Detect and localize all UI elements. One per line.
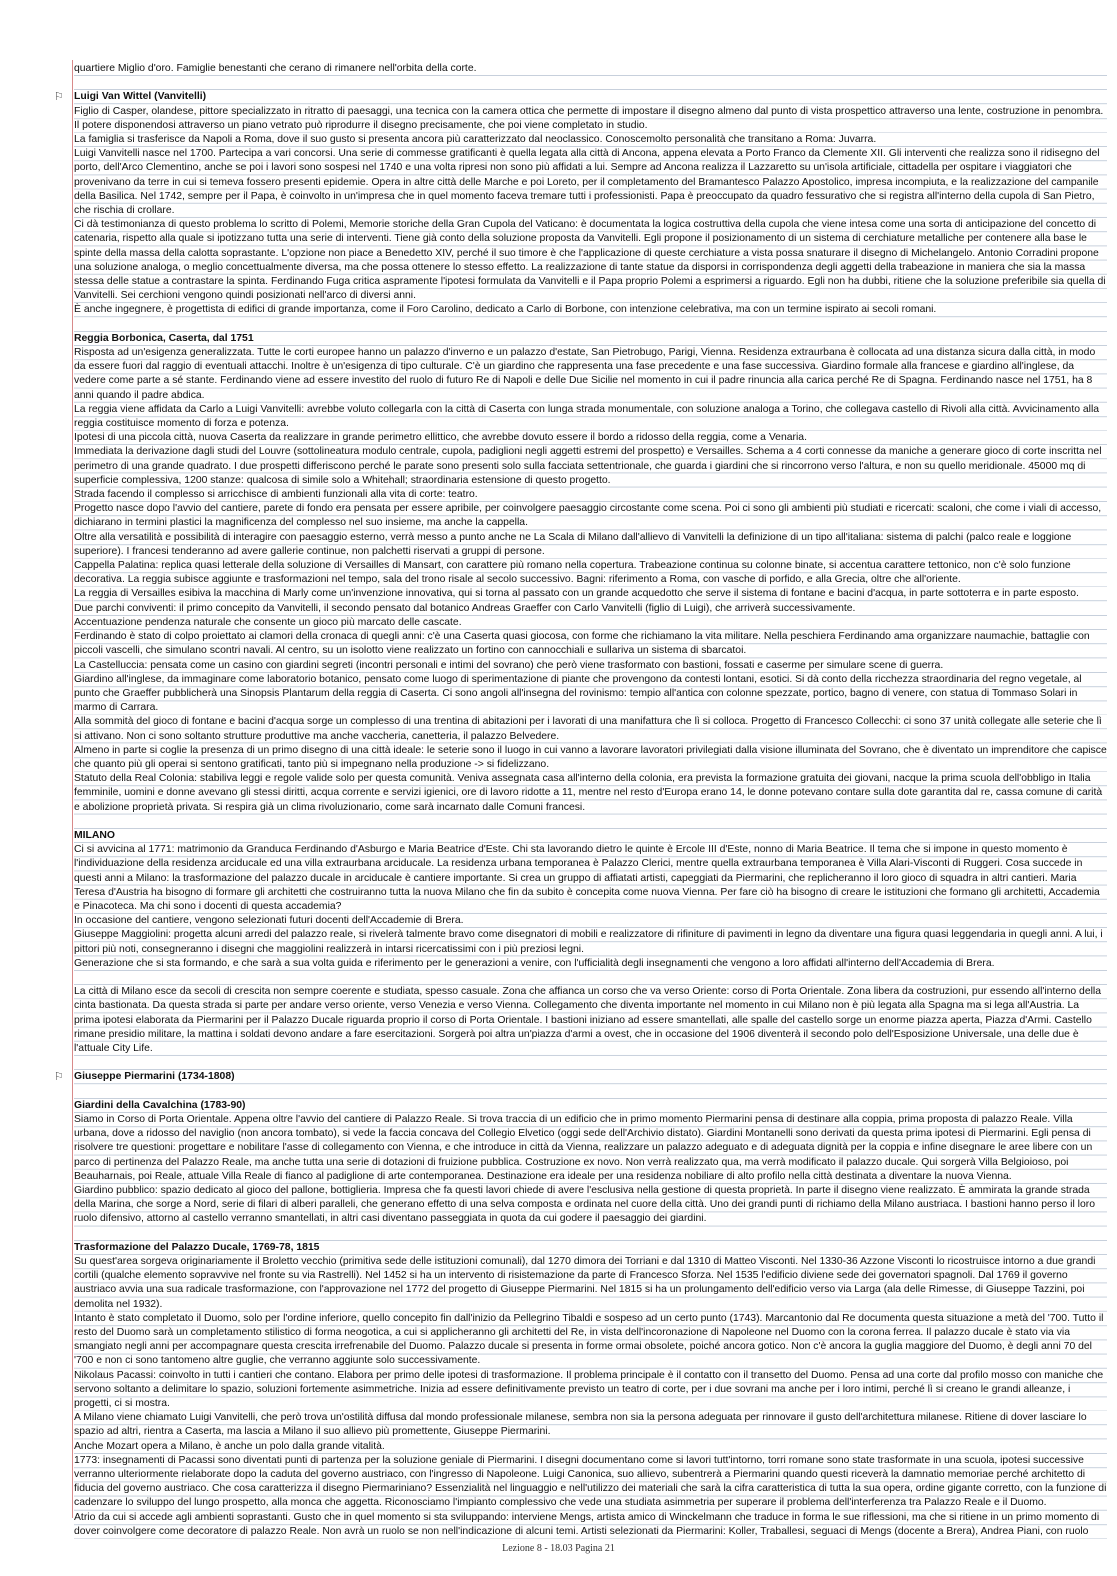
paragraph: La famiglia si trasferisce da Napoli a Roma, dove il suo gusto si presenta ancora più caratterizzato dal neoclassico. Conoscemolto personalità che transitano a Roma: Juvarra. — [74, 133, 1107, 147]
paragraph: Oltre alla versatilità e possibilità di interagire con paesaggio esterno, verrà messo a punto anche ne La Scala di Milano dall'allievo di Vanvitelli la definizione di un tipo all'italiana: sistema di palchi (palco reale e loggione superiore). I francesi tenderanno ad avere gallerie continue, non palchetti riservati a gruppi di persone. — [74, 531, 1107, 559]
paragraph: Strada facendo il complesso si arricchisce di ambienti funzionali alla vita di corte: teatro. — [74, 488, 1107, 502]
paragraph: Statuto della Real Colonia: stabiliva leggi e regole valide solo per questa comunità. Veniva assegnata casa all'interno della colonia, era prevista la formazione gratuita dei giovani, nacque la prima scuola dell'obbligo in Italia femminile, uomini e donne avevano gli stessi diritti, acqua corrente e servizi igienici, ore di lavoro ridotte a 11, mentre nel resto d'Europa erano 14, le donne potevano contare sulla dote garantita dal re, cassa comune di carità e abolizione proprietà privata. Si respira già un clima rivoluzionario, come sarà incarnato dalle Comuni francesi. — [74, 772, 1107, 815]
subsection-heading: Trasformazione del Palazzo Ducale, 1769-78, 1815 — [74, 1241, 1107, 1255]
paragraph: In occasione del cantiere, vengono selezionati futuri docenti dell'Accademie di Brera. — [74, 914, 1107, 928]
paragraph: Ci dà testimonianza di questo problema lo scritto di Polemi, Memorie storiche della Gran Cupola del Vaticano: è documentata la logica costruttiva della cupola che viene intesa come una sorta di anticipazione del concetto di catenaria, rispetto alla quale si ipotizzano tutta una serie di interventi. Tiene già conto della soluzione proposta da Vanvitelli. Egli propone il posizionamento di un sistema di cerchiature metalliche per contenere alla base le spinte della massa della calotta soprastante. L'opzione non piace a Benedetto XIV, perché il suo timore è che l'applicazione di queste cerchiature a vista possa snaturare il disegno di Michelangelo. Antonio Corradini propone una soluzione analoga, o meglio concettualmente diversa, ma che possa ottenere lo stesso effetto. La realizzazione di tante statue da disporsi in corrispondenza degli aggetti della trabeazione in maniera che sia la massa stessa delle statue a contrastare la spinta. Ferdinando Fuga critica aspramente l'ipotesi formulata da Vanvitelli e il Papa proprio Polemi a esprimersi a riguardo. Egli non ha dubbi, ritiene che la soluzione preferibile sia quella di Vanvitelli. Sei cerchioni vengono quindi posizionati nell'arco di diversi anni. — [74, 218, 1107, 303]
paragraph: La città di Milano esce da secoli di crescita non sempre coerente e studiata, spesso casuale. Zona che affianca un corso che va verso Oriente: corso di Porta Orientale. Zona libera da costruzioni, pur essendo all'interno della cinta bastionata. Da questa strada si parte per andare verso oriente, verso Venezia e verso Vienna. Collegamento che diventa importante nel momento in cui Milano non è più legata alla Spagna ma si lega all'Austria. La prima ipotesi elaborata da Piermarini per il Palazzo Ducale riguarda proprio il corso di Porta Orientale. I bastioni iniziano ad essere smantellati, alle spalle del castello sorge un enorme piazza aperta, Piazza d'Armi. Castello rimane presidio militare, la mattina i soldati devono andare a fare esercitazioni. Sorgerà poi altra un'piazza d'armi a ovest, che in occasione del 1906 diventerà il secondo polo dell'Esposizione Universale, una delle due è l'attuale City Life. — [74, 985, 1107, 1056]
blank-line — [74, 1227, 1107, 1241]
paragraph: La reggia di Versailles esibiva la macchina di Marly come un'invenzione innovativa, qui si torna al passato con un grande acquedotto che serve il sistema di fontane e bacini d'acqua, in parte sottoterra e in parte esposto. — [74, 587, 1107, 601]
flag-icon: ⚐ — [54, 1071, 64, 1083]
paragraph: Almeno in parte si coglie la presenza di un primo disegno di una città ideale: le seterie sono il luogo in cui vanno a lavorare lavoratori privilegiati dalla visione illuminata del Sovrano, che è diventato un imprenditore che capisce che quanto più gli operai si sentono gratificati, tanto più si impegnano nella produzione -> si fidelizzano. — [74, 744, 1107, 772]
paragraph: La Castelluccia: pensata come un casino con giardini segreti (incontri personali e intimi del sovrano) che però viene trasformato con bastioni, fossati e caserme per simulare scene di guerra. — [74, 659, 1107, 673]
paragraph: Alla sommità del gioco di fontane e bacini d'acqua sorge un complesso di una trentina di abitazioni per i lavorati di una manifattura che lì si colloca. Progetto di Francesco Collecchi: ci sono 37 unità collegate alle seterie che lì si attivano. Non ci sono soltanto strutture produttive ma anche vaccheria, canetteria, il palazzo Belvedere. — [74, 715, 1107, 743]
flag-icon: ⚐ — [54, 91, 64, 103]
paragraph: È anche ingegnere, è progettista di edifici di grande importanza, come il Foro Carolino, dedicato a Carlo di Borbone, con intenzione celebrativa, ma con un termine ispirato ai secoli romani. — [74, 303, 1107, 317]
paragraph: Due parchi conviventi: il primo concepito da Vanvitelli, il secondo pensato dal botanico Andreas Graeffer con Carlo Vanvitelli (figlio di Luigi), che arriverà successivamente. — [74, 602, 1107, 616]
blank-line — [74, 1056, 1107, 1070]
blank-line — [74, 971, 1107, 985]
blank-line — [74, 815, 1107, 829]
subsection-heading: MILANO — [74, 829, 1107, 843]
paragraph: Intanto è stato completato il Duomo, solo per l'ordine inferiore, quello concepito fin dall'inizio da Pellegrino Tibaldi e sospeso ad un certo punto (1743). Marcantonio dal Re documenta questa situazione a metà del '700. Tutto il resto del Duomo sarà un completamento stilistico di forma neogotica, a cui si applicheranno gli architetti del Re, in vista dell'incoronazione di Napoleone nel Duomo con la corona ferrea. Il palazzo ducale è stato via via smangiato negli anni per accompagnare questa crescita irrefrenabile del Duomo. Palazzo ducale si presenta in forme ormai obsolete, poiché ancora gotico. Non c'è ancora la guglia maggiore del Duomo, è degli anni 70 del '700 e non ci sono tantomeno altre guglie, che verranno aggiunte solo successivamente. — [74, 1312, 1107, 1369]
paragraph: Accentuazione pendenza naturale che consente un gioco più marcato delle cascate. — [74, 616, 1107, 630]
blank-line — [74, 1085, 1107, 1099]
paragraph: quartiere Miglio d'oro. Famiglie benestanti che cerano di rimanere nell'orbita della corte. — [74, 62, 1107, 76]
paragraph: Siamo in Corso di Porta Orientale. Appena oltre l'avvio del cantiere di Palazzo Reale. Si trova traccia di un edificio che in primo momento Piermarini pensa di destinare alla coppia, prima proposta di palazzo Reale. Villa urbana, dove a ridosso del naviglio (non ancora tombato), si vede la faccia concava del Collegio Elvetico (oggi sede dell'Archivio distato). Giardini Montanelli sono derivati da questa prima ipotesi di Piermarini. Egli pensa di risolvere tre questioni: progettare e nobilitare l'asse di collegamento con Vienna, e che introduce in città da Vienna, realizzare un palazzo adeguato e di adeguata dignità per la coppia e infine disegnare le aree libere con un parco di pertinenza del Palazzo Reale, ma anche tutta una serie di dotazioni di fruizione pubblica. Costruzione ex novo. Non verrà realizzato qua, ma verrà modificato il palazzo ducale. Qui sorgerà Villa Belgioioso, poi Beauharnais, poi Reale, attuale Villa Reale di fianco al padiglione di arte contemporanea. Destinazione era ideale per una residenza nobiliare di alto profilo nella città destinata a diventare la nuova Vienna. — [74, 1113, 1107, 1184]
section-heading: Luigi Van Wittel (Vanvitelli) — [74, 90, 1107, 104]
paragraph: Luigi Vanvitelli nasce nel 1700. Partecipa a vari concorsi. Una serie di commesse gratificanti è quella legata alla città di Ancona, appena elevata a Porto Franco da Clemente XII. Gli interventi che realizza sono il ridisegno del porto, dell'Arco Clementino, anche se poi i lavori sono sospesi nel 1740 e una volta ripresi non sono più affidati a lui. Sempre ad Ancona realizza il Lazzaretto su un'isola artificiale, cittadella per ospitare i viaggiatori che provenivano da terre in cui si temeva fossero presenti epidemie. Opera in altre città delle Marche e poi Loreto, per il completamento del Bramantesco Palazzo Apostolico, impresa incompiuta, e la realizzazione del campanile della Basilica. Nel 1742, sempre per il Papa, è coinvolto in un'impresa che in quel momento faceva tremare tutti i professionisti. Papa è preoccupato da quadro fessurativo che si registra all'interno della cupola di San Pietro, che rischia di crollare. — [74, 147, 1107, 218]
blank-line — [74, 318, 1107, 332]
paragraph: Ipotesi di una piccola città, nuova Caserta da realizzare in grande perimetro ellittico, che avrebbe dovuto essere il bordo a ridosso della reggia, come a Venaria. — [74, 431, 1107, 445]
paragraph: Atrio da cui si accede agli ambienti soprastanti. Gusto che in quel momento si sta sviluppando: interviene Mengs, artista amico di Winckelmann che traduce in forma le sue riflessioni, ma che si ritiene in un primo momento di dover coinvolgere come decoratore di palazzo Reale. Non avrà un ruolo se non nell'indicazione di alcuni temi. Artisti selezionati da Piermarini: Koller, Traballesi, seguaci di Mengs (docente a Brera), Andrea Piani, con ruolo — [74, 1511, 1107, 1539]
paragraph: La reggia viene affidata da Carlo a Luigi Vanvitelli: avrebbe voluto collegarla con la città di Caserta con lunga strada monumentale, con soluzione analoga a Torino, che collegava castello di Rivoli alla città. Avvicinamento alla reggia costituisce momento di forza e potenza. — [74, 403, 1107, 431]
paragraph: Risposta ad un'esigenza generalizzata. Tutte le corti europee hanno un palazzo d'inverno e un palazzo d'estate, San Pietrobugo, Parigi, Vienna. Residenza extraurbana è collocata ad una distanza sicura dalla città, in modo da essere fuori dal raggio di eventuali attacchi. Inoltre è un'esigenza di tipo culturale. C'è un giardino che rappresenta una fase precedente e una fase successiva. Giardino formale alla francese e giardino all'inglese, da vedere come parte a sé stante. Ferdinando viene ad essere investito del ruolo di futuro Re di Napoli e delle Due Sicilie nel momento in cui il padre rinuncia alla carica perché Re di Spagna. Ferdinando nasce nel 1751, ha 8 anni quando il padre abdica. — [74, 346, 1107, 403]
paragraph: A Milano viene chiamato Luigi Vanvitelli, che però trova un'ostilità diffusa dal mondo professionale milanese, sembra non sia la persona adeguata per rinnovare il gusto dell'architettura milanese. Ritiene di dover lasciare lo spazio ad altri, rientra a Caserta, ma lascia a Milano il suo allievo più promettente, Giuseppe Piermarini. — [74, 1411, 1107, 1439]
paragraph: Ferdinando è stato di colpo proiettato ai clamori della cronaca di quegli anni: c'è una Caserta quasi giocosa, con forme che richiamano la vita militare. Nella peschiera Ferdinando ama organizzare naumachie, battaglie con piccoli vascelli, che simulano scontri navali. Al centro, su un isolotto viene realizzato un fortino con cannocchiali e sullariva un sistema di sbarcatoi. — [74, 630, 1107, 658]
paragraph: Anche Mozart opera a Milano, è anche un polo dalla grande vitalità. — [74, 1440, 1107, 1454]
subsection-heading: Reggia Borbonica, Caserta, dal 1751 — [74, 332, 1107, 346]
paragraph: Giuseppe Maggiolini: progetta alcuni arredi del palazzo reale, si rivelerà talmente bravo come disegnatori di mobili e realizzatore di rifiniture di pavimenti in legno da diventare una figura quasi leggendaria in quegli anni. A lui, i pittori più noti, consegneranno i disegni che maggiolini realizzerà in intarsi ricercatissimi con i più preziosi legni. — [74, 928, 1107, 956]
page-footer: Lezione 8 - 18.03 Pagina 21 — [502, 1543, 615, 1554]
document-body — [74, 62, 1107, 1539]
blank-line — [74, 76, 1107, 90]
subsection-heading: Giardini della Cavalchina (1783-90) — [74, 1099, 1107, 1113]
paragraph: Cappella Palatina: replica quasi letterale della soluzione di Versailles di Mansart, con carattere più romano nella copertura. Trabeazione continua su colonne binate, si accentua carattere tettonico, non c'è solo funzione decorativa. La reggia subisce aggiunte e trasformazioni nel tempo, sala del trono risale al secolo successivo. Bagni: riferimento a Roma, con vasche di porfido, e alla Grecia, oltre che all'oriente. — [74, 559, 1107, 587]
paragraph: Figlio di Casper, olandese, pittore specializzato in ritratto di paesaggi, una tecnica con la camera ottica che permette di impostare il disegno almeno dal punto di vista prospettico attraverso una lente, costruzione in penombra. Il potere disponendosi attraverso un piano vetrato può riprodurre il disegno precisamente, che poi viene completato in studio. — [74, 105, 1107, 133]
paragraph: Su quest'area sorgeva originariamente il Broletto vecchio (primitiva sede delle istituzioni comunali), dal 1270 dimora dei Torriani e dal 1310 di Matteo Visconti. Nel 1330-36 Azzone Visconti lo ricostruisce intorno a due grandi cortili (qualche elemento sopravvive nel fronte su via Rastrelli). Nel 1452 si ha un intervento di risistemazione da parte di Francesco Sforza. Nel 1535 l'edificio diviene sede dei governatori spagnoli. Dal 1769 il governo austriaco avvia una sua radicale trasformazione, con l'approvazione nel 1772 del progetto di Giuseppe Piermarini. Nel 1815 si ha un prolungamento dell'edificio verso via Larga (ala delle Rimesse, di Giuseppe Tazzini, poi demolita nel 1932). — [74, 1255, 1107, 1312]
paragraph: Immediata la derivazione dagli studi del Louvre (sottolineatura modulo centrale, cupola, padiglioni negli aggetti estremi del prospetto) e Versailles. Schema a 4 corti connesse da maniche a generare gioco di corte inscritta nel perimetro di una grande quadrato. I due prospetti differiscono perché le parate sono presenti solo sulla facciata settentrionale, che guarda i giardini che si rincorrono verso l'altura, e non su quello meridionale. 45000 mq di superficie complessiva, 1200 stanze: qualcosa di simile solo a Whitehall; straordinaria estensione di questo progetto. — [74, 445, 1107, 488]
section-heading: Giuseppe Piermarini (1734-1808) — [74, 1070, 1107, 1084]
paragraph: Generazione che si sta formando, e che sarà a sua volta guida e riferimento per le generazioni a venire, con l'ufficialità degli insegnamenti che vengono a loro affidati all'interno dell'Accademia di Brera. — [74, 957, 1107, 971]
paragraph: Ci si avvicina al 1771: matrimonio da Granduca Ferdinando d'Asburgo e Maria Beatrice d'Este. Chi sta lavorando dietro le quinte è Ercole III d'Este, nonno di Maria Beatrice. Il tema che si impone in questo momento è l'individuazione della residenza arciducale ed una villa extraurbana arciducale. La residenza urbana temporanea è Palazzo Clerici, mentre quella extraurbana temporanea è Villa Alari-Visconti di Ruggeri. Cosa succede in questi anni a Milano: la trasformazione del palazzo ducale in arciducale è cantiere importante. Si crea un gruppo di affiatati artisti, capeggiati da Piermarini, che replicheranno il loro gioco di squadra in altri cantieri. Maria Teresa d'Austria ha bisogno di formare gli architetti che costruiranno tutta la nuova Milano che fin da subito è concepita come nuova Vienna. Per fare ciò ha bisogno di creare le istituzioni che formano gli architetti, Accademia e Pinacoteca. Ma chi sono i docenti di questa accademia? — [74, 843, 1107, 914]
paragraph: Progetto nasce dopo l'avvio del cantiere, parete di fondo era pensata per essere apribile, per coinvolgere paesaggio circostante come scena. Poi ci sono gli ambienti più studiati e ricercati: scaloni, che come i viali di accesso, dichiarano in termini plastici la magnificenza del complesso nel suo insieme, ma anche la cappella. — [74, 502, 1107, 530]
paragraph: Giardino pubblico: spazio dedicato al gioco del pallone, bottiglieria. Impresa che fa questi lavori chiede di avere l'esclusiva nella gestione di questa proprietà. In parte il disegno viene realizzato. È ammirata la grande strada della Marina, che sorge a Nord, serie di filari di alberi paralleli, che generano effetto di una selva composta e ordinata nel cuore della città. Uno dei grandi punti di richiamo della Milano austriaca. I bastioni hanno perso il loro ruolo difensivo, attorno al castello verranno smantellati, in altri casi diventano passeggiata in quota da cui godere il paesaggio dei giardini. — [74, 1184, 1107, 1227]
paragraph: 1773: insegnamenti di Pacassi sono diventati punti di partenza per la soluzione geniale di Piermarini. I disegni documentano come si lavori tutt'intorno, torri romane sono state trasformate in una scuola, ipotesi successive verranno ulteriormente rielaborate dopo la caduta del governo austriaco, con l'ingresso di Napoleone. Luigi Canonica, suo allievo, subentrerà a Piermarini quando questi riceverà la damnatio memoriae perché architetto di fiducia del governo austriaco. Che cosa caratterizza il disegno Piermariniano? Essenzialità nel linguaggio e nell'utilizzo dei materiali che sarà la cifra caratteristica di tutta la sua opera, ordine gigante corretto, con la funzione di cadenzare lo sviluppo del lungo prospetto, alla monca che aggetta. Riconosciamo l'impianto complessivo che vede una studiata asimmetria per superare il problema dell'interferenza tra Palazzo Reale e il Duomo. — [74, 1454, 1107, 1511]
paragraph: Nikolaus Pacassi: coinvolto in tutti i cantieri che contano. Elabora per primo delle ipotesi di trasformazione. Il problema principale è il contatto con il transetto del Duomo. Pensa ad una corte dal profilo mosso con maniche che servono soltanto a delimitare lo spazio, soluzioni fortemente asimmetriche. Inizia ad essere definitivamente previsto un teatro di corte, per i due sovrani ma anche per i loro intimi, perché lì si creano le grandi alleanze, i progetti, ci si mostra. — [74, 1369, 1107, 1412]
paragraph: Giardino all'inglese, da immaginare come laboratorio botanico, pensato come luogo di sperimentazione di piante che provengono da contesti lontani, esotici. Si dà conto della ricchezza straordinaria del regno vegetale, al punto che Graeffer pubblicherà una Sinopsis Plantarum della reggia di Caserta. Ci sono angoli all'insegna del rovinismo: tempio all'antica con colonne spezzate, portico, bagno di venere, con statua di Tommaso Solari in marmo di Carrara. — [74, 673, 1107, 716]
margin-rule — [72, 60, 73, 1518]
